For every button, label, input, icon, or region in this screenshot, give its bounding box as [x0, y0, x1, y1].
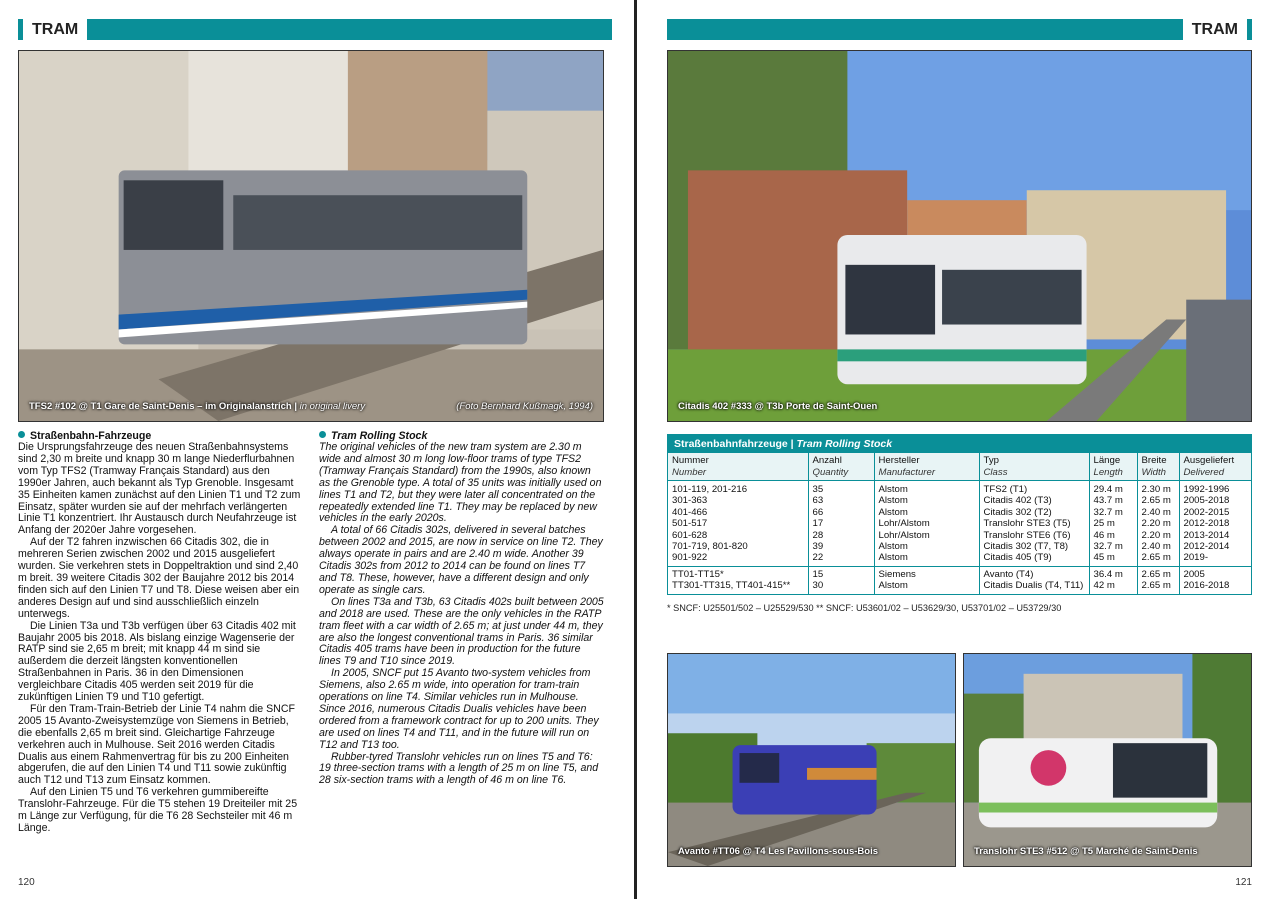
- english-heading: Tram Rolling Stock: [319, 430, 604, 442]
- photo-citadis-402: [667, 50, 1252, 422]
- table-row: [668, 507, 1251, 518]
- table-row: [668, 481, 1251, 496]
- table-cell: Citadis 302 (T7, T8): [979, 541, 1089, 552]
- table-cell: Siemens: [874, 566, 979, 580]
- table-cell: 2.65 m: [1137, 580, 1179, 593]
- table-cell: 45 m: [1089, 552, 1137, 566]
- table-cell: 2012-2014: [1179, 541, 1251, 552]
- german-paragraph: Die Linien T3a und T3b verfügen über 63 Citadis 402 mit Baujahr 2005 bis 2018. Als bislang einzige Wagenserie der RATP sind sie 2,65 m breit; mit knapp 44 m sind sie außerdem die derzeit längsten konventionellen Straßenbahnen in Paris. 36 in den Dimensionen vergleichbare Citadis 405 werden seit 2019 für die zukünftigen Linien T9 und T10 gefertigt.: [18, 619, 296, 704]
- english-paragraph: The original vehicles of the new tram system are 2.30 m wide and almost 30 m long low-floor trams of type TFS2 (Tramway Français Standard) from the 1990s, also known as the Grenoble type. A total of 35 units was initially used on lines T1 and T2, but they were later all concentrated on the repeatedly extended line T1. They may be replaced by new vehicles in the early 2020s.: [319, 441, 602, 525]
- table-cell: 301-363: [672, 495, 708, 507]
- photo-tfs2-caption: TFS2 #102 @ T1 Gare de Saint-Denis – im Originalanstrich | in original livery: [29, 401, 366, 412]
- table-row: [668, 530, 1251, 541]
- table-cell: Translohr STE6 (T6): [979, 530, 1089, 541]
- bullet-icon: [319, 431, 326, 438]
- table-cell: Alstom: [874, 541, 979, 552]
- table-cell: 63: [808, 495, 874, 506]
- german-text-column: [18, 430, 303, 835]
- table-header-row: [668, 453, 1251, 481]
- table-cell: 28: [808, 530, 874, 541]
- column-header: Anzahl Quantity: [808, 453, 874, 481]
- table-cell: Alstom: [874, 481, 979, 496]
- table-cell: 2.65 m: [1137, 566, 1179, 580]
- table-cell: TT301-TT315, TT401-415**: [672, 580, 791, 592]
- table-cell: Translohr STE3 (T5): [979, 518, 1089, 529]
- page-number-left: 120: [18, 877, 35, 888]
- english-paragraph: In 2005, SNCF put 15 Avanto two-system vehicles from Siemens, also 2.65 m wide, into operation for tram-train operations on line T4. Similar vehicles run in Mulhouse. Since 2016, numerous Citadis Dualis vehicles have been ordered from a framework contract for up to 200 units. They are used on lines T4 and T11, and in the future will run on T12 and T13 too.: [319, 667, 599, 751]
- photo-citadis-402-caption: Citadis 402 #333 @ T3b Porte de Saint-Ouen: [678, 401, 878, 412]
- table-row: [668, 566, 1251, 580]
- bullet-icon: [18, 431, 25, 438]
- table-row: [668, 541, 1251, 552]
- table-cell: 32.7 m: [1089, 541, 1137, 552]
- table-cell: 22: [808, 552, 874, 566]
- english-text-column: [319, 430, 604, 787]
- table-title: Straßenbahnfahrzeuge | Tram Rolling Stock: [668, 435, 1251, 453]
- table-cell: Lohr/Alstom: [874, 530, 979, 541]
- table-footnote: * SNCF: U25501/502 – U25529/530 ** SNCF: U53601/02 – U53629/30, U53701/02 – U53729/30: [667, 603, 1062, 613]
- table-row: [668, 495, 1251, 506]
- table-cell: 2002-2015: [1179, 507, 1251, 518]
- table-cell: Citadis 402 (T3): [979, 495, 1089, 506]
- table-cell: 101-119, 201-216: [672, 484, 748, 495]
- header-label-right: TRAM: [1178, 19, 1252, 40]
- column-header: Breite Width: [1137, 453, 1179, 481]
- english-paragraph: On lines T3a and T3b, 63 Citadis 402s built between 2005 and 2018 are used. These are the only vehicles in the RATP tram fleet with a car width of 2.65 m; at just under 44 m, they are also the longest conventional trams in Paris. 36 similar Citadis 405 trams have been in production for the future lines T9 and T10 since 2019.: [319, 595, 604, 668]
- table-cell: 66: [808, 507, 874, 518]
- table-cell: Alstom: [874, 507, 979, 518]
- rolling-stock-table: [667, 434, 1252, 595]
- photo-translohr-caption: Translohr STE3 #512 @ T5 Marché de Saint-Denis: [974, 846, 1198, 857]
- table-cell: TT01-TT15*: [668, 566, 808, 580]
- table-cell: 32.7 m: [1089, 507, 1137, 518]
- table-cell: Avanto (T4): [979, 566, 1089, 580]
- english-paragraph: Rubber-tyred Translohr vehicles run on lines T5 and T6: 19 three-section trams with a length of 25 m on line T5, and 28 six-section trams with a length of 46 m on line T6.: [319, 750, 599, 787]
- column-header: Länge Length: [1089, 453, 1137, 481]
- table-cell: 2.30 m: [1137, 481, 1179, 496]
- header-bar-right: [667, 19, 1252, 40]
- column-header: Ausgeliefert Delivered: [1179, 453, 1251, 481]
- photo-translohr: [963, 653, 1252, 867]
- table-cell: 2.40 m: [1137, 507, 1179, 518]
- photo-tfs2: [18, 50, 604, 422]
- table-cell: 46 m: [1089, 530, 1137, 541]
- table-cell: 43.7 m: [1089, 495, 1137, 506]
- table-cell: 25 m: [1089, 518, 1137, 529]
- german-paragraph: Auf den Linien T5 und T6 verkehren gummibereifte Translohr-Fahrzeuge. Für die T5 stehen 19 Dreiteiler mit 25 m Länge zur Verfügung, für die T6 28 Sechsteiler mit 46 m Länge.: [18, 786, 298, 834]
- column-header: Hersteller Manufacturer: [874, 453, 979, 481]
- table-cell: TFS2 (T1): [979, 481, 1089, 496]
- table-cell: Citadis 302 (T2): [979, 507, 1089, 518]
- english-paragraph: A total of 66 Citadis 302s, delivered in several batches between 2002 and 2015, are now in service on line T2. They always operate in pairs and are 2.40 m wide. Another 39 Citadis 302s from 2012 to 2014 can be found on lines T7 and T8. These, however, have a different design and only operate as single cars.: [319, 524, 603, 596]
- table-cell: 36.4 m: [1089, 566, 1137, 580]
- table-cell: 2005-2018: [1179, 495, 1251, 506]
- table-cell: 39: [808, 541, 874, 552]
- table-cell: 2005: [1179, 566, 1251, 580]
- table-cell: 1992-1996: [1179, 481, 1251, 496]
- header-bar-left: [18, 19, 612, 40]
- german-heading: Straßenbahn-Fahrzeuge: [18, 430, 303, 442]
- table-cell: 2.20 m: [1137, 530, 1179, 541]
- german-paragraph: Auf der T2 fahren inzwischen 66 Citadis 302, die in mehreren Serien zwischen 2002 und 2015 ausgeliefert wurden. Sie verkehren stets in Doppeltraktion und sind 2,40 m breit. 39 weitere Citadis 302 der Baujahre 2012 bis 2014 finden sich auf den Linien T7 und T8. Diese weisen aber ein anderes Design auf und sind ausschließlich einzeln unterwegs.: [18, 536, 300, 620]
- table-cell: 601-628: [672, 529, 708, 541]
- german-paragraph: Für den Tram-Train-Betrieb der Linie T4 nahm die SNCF 2005 15 Avanto-Zweisystemzüge von Siemens in Betrieb, die ebenfalls 2,65 m breit sind. Gleichartige Fahrzeuge verkehren auch in Mulhouse. Seit 2016 werden Citadis Dualis aus einem Rahmenvertrag für bis zu 200 Einheiten abgerufen, die auf den Linien T4 und T11 sowie zukünftig auch T12 und T13 zum Einsatz kommen.: [18, 702, 295, 787]
- table-cell: 401-466: [672, 506, 708, 518]
- table-cell: 901-922: [672, 552, 708, 564]
- table-cell: 501-517: [672, 518, 708, 530]
- page-spine: [634, 0, 637, 899]
- table-cell: 30: [808, 580, 874, 593]
- table-body-group1: [668, 481, 1251, 567]
- table-cell: 2.20 m: [1137, 518, 1179, 529]
- german-paragraph: Die Ursprungsfahrzeuge des neuen Straßenbahnsystems sind 2,30 m breite und knapp 30 m lange Niederflurbahnen vom Typ TFS2 (Tramway Français Standard) aus den 1990er Jahren, auch bekannt als Typ Grenoble. Insgesamt 35 Einheiten kamen zunächst auf den Linien T1 und T2 zum Einsatz, später wurden sie auf der mehrfach verlängerten Linie T1 konzentriert. Ihr Austausch durch Neufahrzeuge ist Anfang der 2020er Jahre vorgesehen.: [18, 441, 301, 537]
- table-cell: 2016-2018: [1179, 580, 1251, 593]
- column-header: Typ Class: [979, 453, 1089, 481]
- table-cell: Alstom: [874, 580, 979, 593]
- table-cell: 2012-2018: [1179, 518, 1251, 529]
- table-cell: 2019-: [1179, 552, 1251, 566]
- table-cell: 2013-2014: [1179, 530, 1251, 541]
- table-cell: 17: [808, 518, 874, 529]
- table-cell: 2.40 m: [1137, 541, 1179, 552]
- column-header: Nummer Number: [672, 455, 709, 478]
- table-cell: 35: [808, 481, 874, 496]
- table-row: [668, 518, 1251, 529]
- table-cell: Lohr/Alstom: [874, 518, 979, 529]
- photo-avanto-caption: Avanto #TT06 @ T4 Les Pavillons-sous-Bois: [678, 846, 879, 857]
- table-cell: 701-719, 801-820: [672, 541, 748, 553]
- table-cell: Alstom: [874, 552, 979, 566]
- table-cell: 2.65 m: [1137, 495, 1179, 506]
- table-cell: 42 m: [1089, 580, 1137, 593]
- header-label-left: TRAM: [18, 19, 92, 40]
- table-cell: 29.4 m: [1089, 481, 1137, 496]
- photo-avanto: [667, 653, 956, 867]
- photo-tfs2-credit: (Foto Bernhard Kußmagk, 1994): [456, 401, 593, 412]
- table-cell: Citadis Dualis (T4, T11): [979, 580, 1089, 593]
- table-body-group2: [668, 566, 1251, 593]
- page-number-right: 121: [1235, 877, 1252, 888]
- table-cell: Alstom: [874, 495, 979, 506]
- table-cell: Citadis 405 (T9): [979, 552, 1089, 566]
- table-cell: 2.65 m: [1137, 552, 1179, 566]
- table-row: [668, 552, 1251, 566]
- table-row: [668, 580, 1251, 593]
- table-cell: 15: [808, 566, 874, 580]
